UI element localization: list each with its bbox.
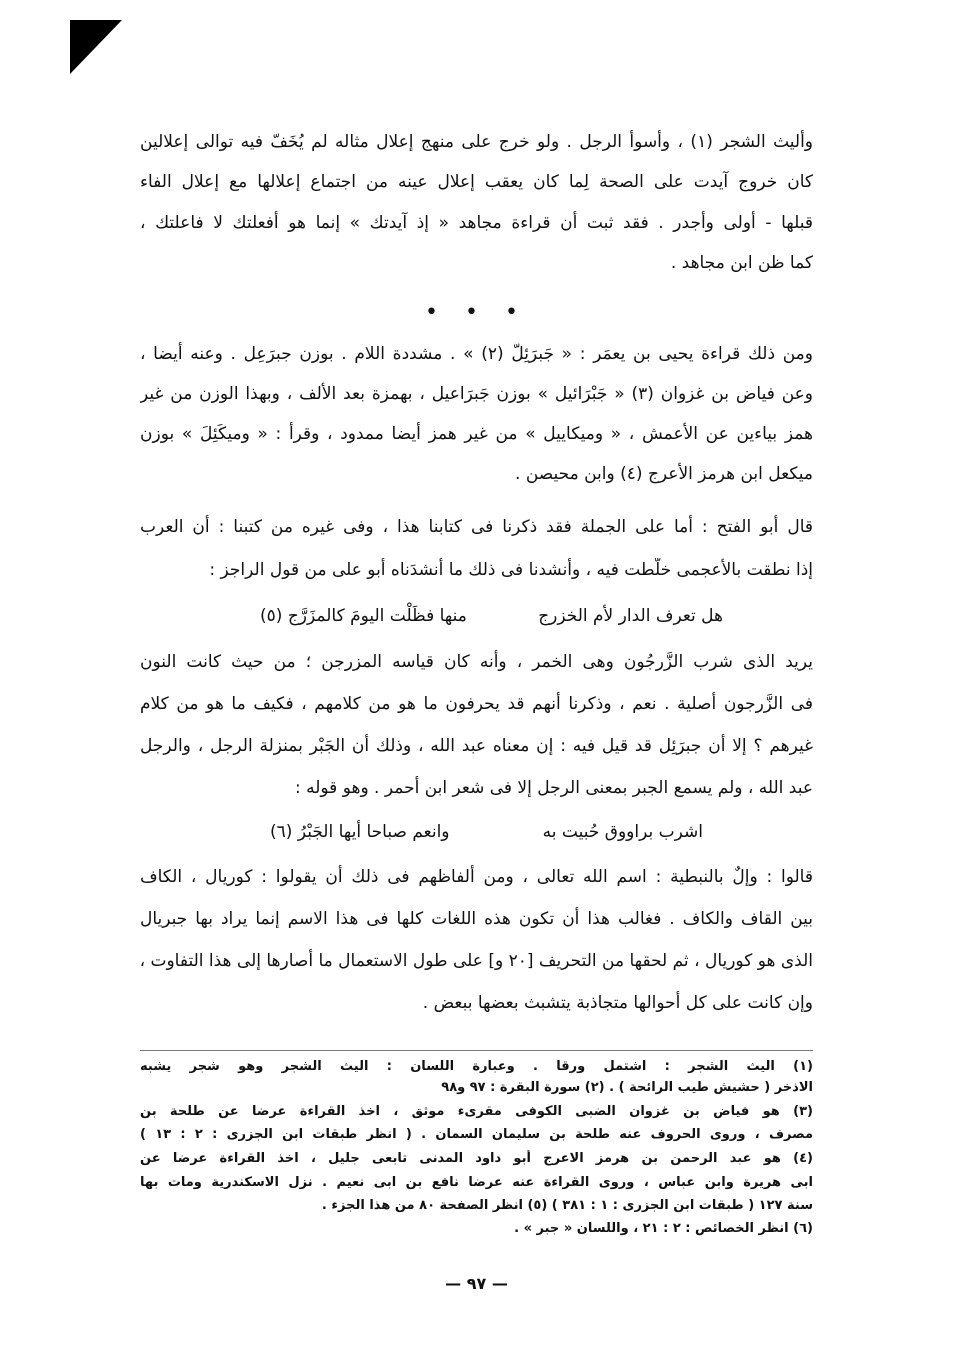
verse-1-hemistich-2: منها فظَلْت اليومَ كالمزَرَّج (٥) <box>260 606 467 626</box>
paragraph-5-line-3: الذى هو كوريال ، ثم لحقها من التحريف [٢٠ و] على طول الاستعمال ما أصارها إلى هذا التفاوت ، <box>140 951 813 971</box>
verse-2-hemistich-2: وانعم صباحا أيها الجَبْرُ (٦) <box>270 822 450 842</box>
paragraph-1-line-4: كما ظن ابن مجاهد . <box>670 253 813 273</box>
paragraph-5-line-2: بين القاف والكاف . فغالب هذا أن تكون هذه اللغات كلها فى هذا الاسم إنما يراد بها جبريال <box>140 909 813 929</box>
paragraph-4-line-2: فى الزَّرجون أصلية . نعم ، وذكرنا أنهم قد يحرفون ما هو من كلامهم ، فكيف ما هو من كلام <box>140 694 813 714</box>
paragraph-2-line-1: ومن ذلك قراءة يحيى بن يعمَر : « جَبرَئِلّ (٢) » . مشددة اللام . بوزن جبرَعِل . وعنه أيضا ، <box>140 344 813 364</box>
paragraph-4-line-4: عبد الله ، ولم يسمع الجبر بمعنى الرجل إلا فى شعر ابن أحمر . وهو قوله : <box>294 778 813 798</box>
corner-crop-mark <box>70 20 122 74</box>
footnote-line-7: سنة ١٢٧ ( طبقات ابن الجزرى : ١ : ٣٨١ ) (٥) انظر الصفحة ٨٠ من هذا الجزء . <box>321 1198 813 1213</box>
paragraph-2-line-4: ميكعل ابن هرمز الأعرج (٤) وابن محيصن . <box>515 464 813 484</box>
paragraph-4-line-3: غيرهم ؟ إلا أن جبرَئِل قد قيل فيه : إن معناه عبد الله ، وذلك أن الجَبْر بمنزلة الرجل ، والرجل <box>140 736 813 756</box>
main-text <box>140 120 813 1080</box>
footnote-line-8: (٦) انظر الخصائص : ٢ : ٢١ ، واللسان « جبر » . <box>514 1221 813 1236</box>
paragraph-1-line-1: وأليث الشجر (١) ، وأسوأ الرجل . ولو خرج على منهج إعلال مثاله لم يُخَفّ فيه توالى إعلالين <box>140 132 813 152</box>
verse-1-hemistich-1: هل تعرف الدار لأم الخزرج <box>538 606 723 626</box>
paragraph-1-line-3: قبلها - أولى وأجدر . فقد ثبت أن قراءة مجاهد « إذ آيدتك » إنما هو أفعلتك لا فاعلتك ، <box>140 213 813 233</box>
footnote-line-2: الاذخر ( حشيش طيب الرائحة ) . (٢) سورة البقرة : ٩٧ و٩٨ <box>441 1080 813 1095</box>
page-number: — ٩٧ — <box>445 1274 508 1293</box>
section-separator: • • • <box>425 300 528 325</box>
footnote-divider <box>140 1050 813 1051</box>
paragraph-2-line-3: همز بياءين عن الأعمش ، « وميكاييل » من غير همز أيضا ممدود ، وقرأ : « وميكَئِلَ » بوزن <box>140 424 813 444</box>
paragraph-3-line-2: إذا نطقت بالأعجمى خلّطت فيه ، وأنشدنا فى ذلك ما أنشدَناه أبو على من قول الراجز : <box>209 560 813 580</box>
footnote-line-1: (١) اليث الشجر : اشتمل ورقا . وعبارة اللسان : اليث الشجر وهو شجر يشبه <box>140 1059 813 1074</box>
paragraph-4-line-1: يريد الذى شرب الزَّرجُون وهى الخمر ، وأنه كان قياسه المزرجن ؛ من حيث كانت النون <box>140 652 813 672</box>
footnote-line-4: مصرف ، وروى الحروف عنه طلحة بن سليمان السمان . ( انظر طبقات ابن الجزرى : ٢ : ١٣ ) <box>140 1127 813 1142</box>
paragraph-2-line-2: وعن فياض بن غزوان (٣) « جَبْرَائيل » بوزن جَبرَاعيل ، بهمزة بعد الألف ، وبهذا الوزن من غير <box>140 384 813 404</box>
footnotes <box>140 1058 813 1258</box>
footnote-line-5: (٤) هو عبد الرحمن بن هرمز الاعرج أبو داود المدنى تابعى جليل ، اخذ القراءة عرضا عن <box>140 1151 813 1166</box>
paragraph-3-line-1: قال أبو الفتح : أما على الجملة فقد ذكرنا فى كتابنا هذا ، وفى غيره من كتبنا : أن العرب <box>140 517 813 537</box>
paragraph-1-line-2: كان خروج آيدت على الصحة لِما كان يعقب إعلال عينه من اجتماع إعلالها مع إعلال الفاء <box>140 172 813 192</box>
paragraph-5-line-1: قالوا : وإلٌ بالنبطية : اسم الله تعالى ، ومن ألفاظهم فى ذلك أن يقولوا : كوريال ، الكاف <box>140 867 813 887</box>
footnote-line-6: ابى هريرة وابن عباس ، وروى القراءة عنه عرضا نافع بن ابى نعيم . نزل الاسكندرية ومات بها <box>140 1175 813 1190</box>
verse-2-hemistich-1: اشرب براووق حُبيت به <box>542 822 703 842</box>
footnote-line-3: (٣) هو فياض بن غزوان الضبى الكوفى مقرىء موثق ، اخذ القراءة عرضا عن طلحة بن <box>140 1104 813 1119</box>
paragraph-5-line-4: وإن كانت على كل أحوالها متجاذبة يتشبث بعضها ببعض . <box>422 993 813 1013</box>
